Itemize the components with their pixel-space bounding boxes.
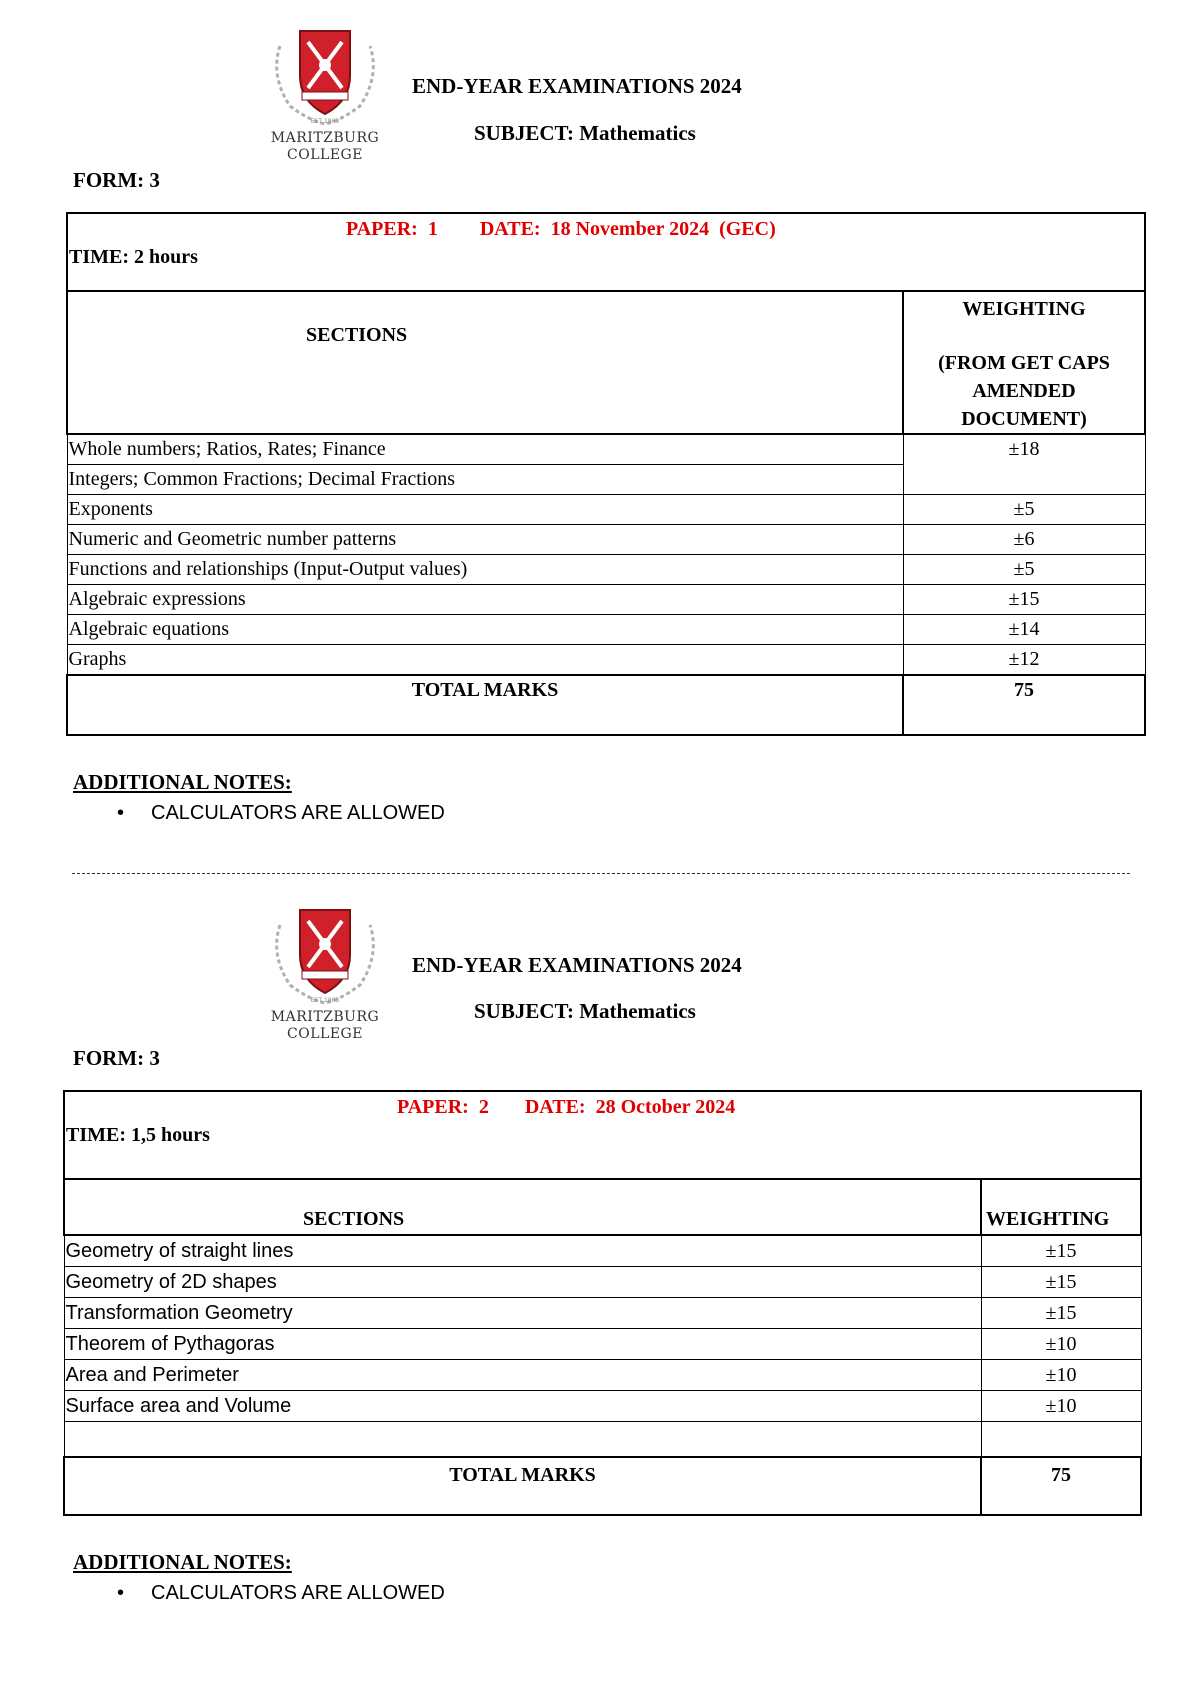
table-row <box>64 1235 1141 1267</box>
weight-cell: ±15 <box>981 1267 1141 1298</box>
empty-cell <box>64 1422 981 1458</box>
table-row <box>67 615 1145 645</box>
paper2-paper-date <box>397 1096 735 1119</box>
paper2-total-row <box>64 1457 1141 1515</box>
section-cell: Exponents <box>67 495 903 525</box>
paper2-header-row <box>64 1179 1141 1235</box>
note-text: CALCULATORS ARE ALLOWED <box>151 1582 445 1604</box>
weight-cell: ±15 <box>981 1235 1141 1267</box>
weight-cell: ±10 <box>981 1391 1141 1422</box>
school-name-line2: COLLEGE <box>287 1026 363 1042</box>
exam-title: END-YEAR EXAMINATIONS 2024 <box>412 74 742 98</box>
crest-icon <box>260 26 390 126</box>
exam-title: END-YEAR EXAMINATIONS 2024 <box>412 953 742 977</box>
table-row <box>64 1360 1141 1391</box>
paper2-empty-row <box>64 1422 1141 1458</box>
section-cell: Transformation Geometry <box>64 1298 981 1329</box>
paper1-weighting-table <box>66 212 1146 736</box>
paper1-note-item <box>73 802 445 825</box>
weight-cell: ±14 <box>903 615 1145 645</box>
paper2-paper-label: PAPER: 2 <box>397 1096 489 1118</box>
weight-cell: ±6 <box>903 525 1145 555</box>
school-crest-logo <box>260 26 390 176</box>
school-name-line1: MARITZBURG <box>270 1009 380 1025</box>
svg-text:EST 1863: EST 1863 <box>310 997 340 1004</box>
paper1-sections-header: SECTIONS <box>306 324 408 346</box>
section-cell: Area and Perimeter <box>64 1360 981 1391</box>
section-cell: Algebraic expressions <box>67 585 903 615</box>
section-cell: Graphs <box>67 645 903 676</box>
form-label: FORM: 3 <box>73 168 160 192</box>
section-cell: Whole numbers; Ratios, Rates; Finance <box>67 434 903 465</box>
paper2-note-item <box>73 1582 445 1605</box>
weight-cell: ±12 <box>903 645 1145 676</box>
paper2-date-label: DATE: 28 October 2024 <box>524 1096 736 1118</box>
page-divider <box>72 873 1130 874</box>
weight-cell: ±5 <box>903 555 1145 585</box>
table-row <box>67 434 1145 465</box>
paper1-total-value: 75 <box>903 675 1145 735</box>
paper1-header-row <box>67 291 1145 434</box>
school-crest-logo <box>260 905 390 1055</box>
paper2-time-label: TIME: 1,5 hours <box>66 1124 210 1146</box>
weight-cell: ±5 <box>903 495 1145 525</box>
subject-value: Mathematics <box>579 121 696 145</box>
weight-cell: ±15 <box>981 1298 1141 1329</box>
note-text: CALCULATORS ARE ALLOWED <box>151 802 445 824</box>
bullet-icon: • <box>117 1582 125 1604</box>
subject-value: Mathematics <box>579 999 696 1023</box>
paper2-weighting-table <box>63 1090 1142 1516</box>
table-row <box>67 585 1145 615</box>
paper1-date-label: DATE: 18 November 2024 (GEC) <box>479 218 776 240</box>
section-cell: Geometry of 2D shapes <box>64 1267 981 1298</box>
paper1-weighting-header: WEIGHTING <box>962 298 1086 320</box>
table-row <box>67 495 1145 525</box>
form-label: FORM: 3 <box>73 1046 160 1070</box>
table-row <box>64 1298 1141 1329</box>
paper2-sections-header: SECTIONS <box>303 1208 405 1230</box>
paper1-total-label: TOTAL MARKS <box>67 675 903 735</box>
section-cell: Theorem of Pythagoras <box>64 1329 981 1360</box>
paper2-info-row <box>64 1091 1141 1179</box>
school-name-line2: COLLEGE <box>287 147 363 163</box>
section-cell: Integers; Common Fractions; Decimal Fractions <box>67 465 903 495</box>
subject-label: SUBJECT: <box>474 121 574 145</box>
weight-cell: ±10 <box>981 1329 1141 1360</box>
weight-cell: ±18 <box>903 434 1145 495</box>
table-row <box>64 1267 1141 1298</box>
subject-line <box>474 999 696 1024</box>
paper1-info-row <box>67 213 1145 291</box>
table-row <box>64 1329 1141 1360</box>
section-cell: Surface area and Volume <box>64 1391 981 1422</box>
subject-label: SUBJECT: <box>474 999 574 1023</box>
paper1-paper-date <box>346 218 776 241</box>
paper1-time-label: TIME: 2 hours <box>69 246 198 268</box>
empty-cell <box>981 1422 1141 1458</box>
paper1-notes-heading: ADDITIONAL NOTES: <box>73 770 292 794</box>
paper1-total-row <box>67 675 1145 735</box>
section-cell: Numeric and Geometric number patterns <box>67 525 903 555</box>
svg-text:EST 1863: EST 1863 <box>310 118 340 125</box>
table-row <box>67 555 1145 585</box>
paper2-weighting-header: WEIGHTING <box>986 1208 1110 1230</box>
weight-cell: ±10 <box>981 1360 1141 1391</box>
paper1-paper-label: PAPER: 1 <box>346 218 438 240</box>
paper2-notes-heading: ADDITIONAL NOTES: <box>73 1550 292 1574</box>
bullet-icon: • <box>117 802 125 824</box>
table-row <box>67 645 1145 676</box>
crest-icon <box>260 905 390 1005</box>
paper1-weighting-subheader: (FROM GET CAPS AMENDED DOCUMENT) <box>938 352 1110 430</box>
section-cell: Functions and relationships (Input-Output values) <box>67 555 903 585</box>
table-row <box>67 525 1145 555</box>
paper2-total-label: TOTAL MARKS <box>64 1457 981 1515</box>
section-cell: Algebraic equations <box>67 615 903 645</box>
subject-line <box>474 121 696 146</box>
table-row <box>64 1391 1141 1422</box>
paper2-total-value: 75 <box>981 1457 1141 1515</box>
section-cell: Geometry of straight lines <box>64 1235 981 1267</box>
school-name-line1: MARITZBURG <box>270 130 380 146</box>
weight-cell: ±15 <box>903 585 1145 615</box>
